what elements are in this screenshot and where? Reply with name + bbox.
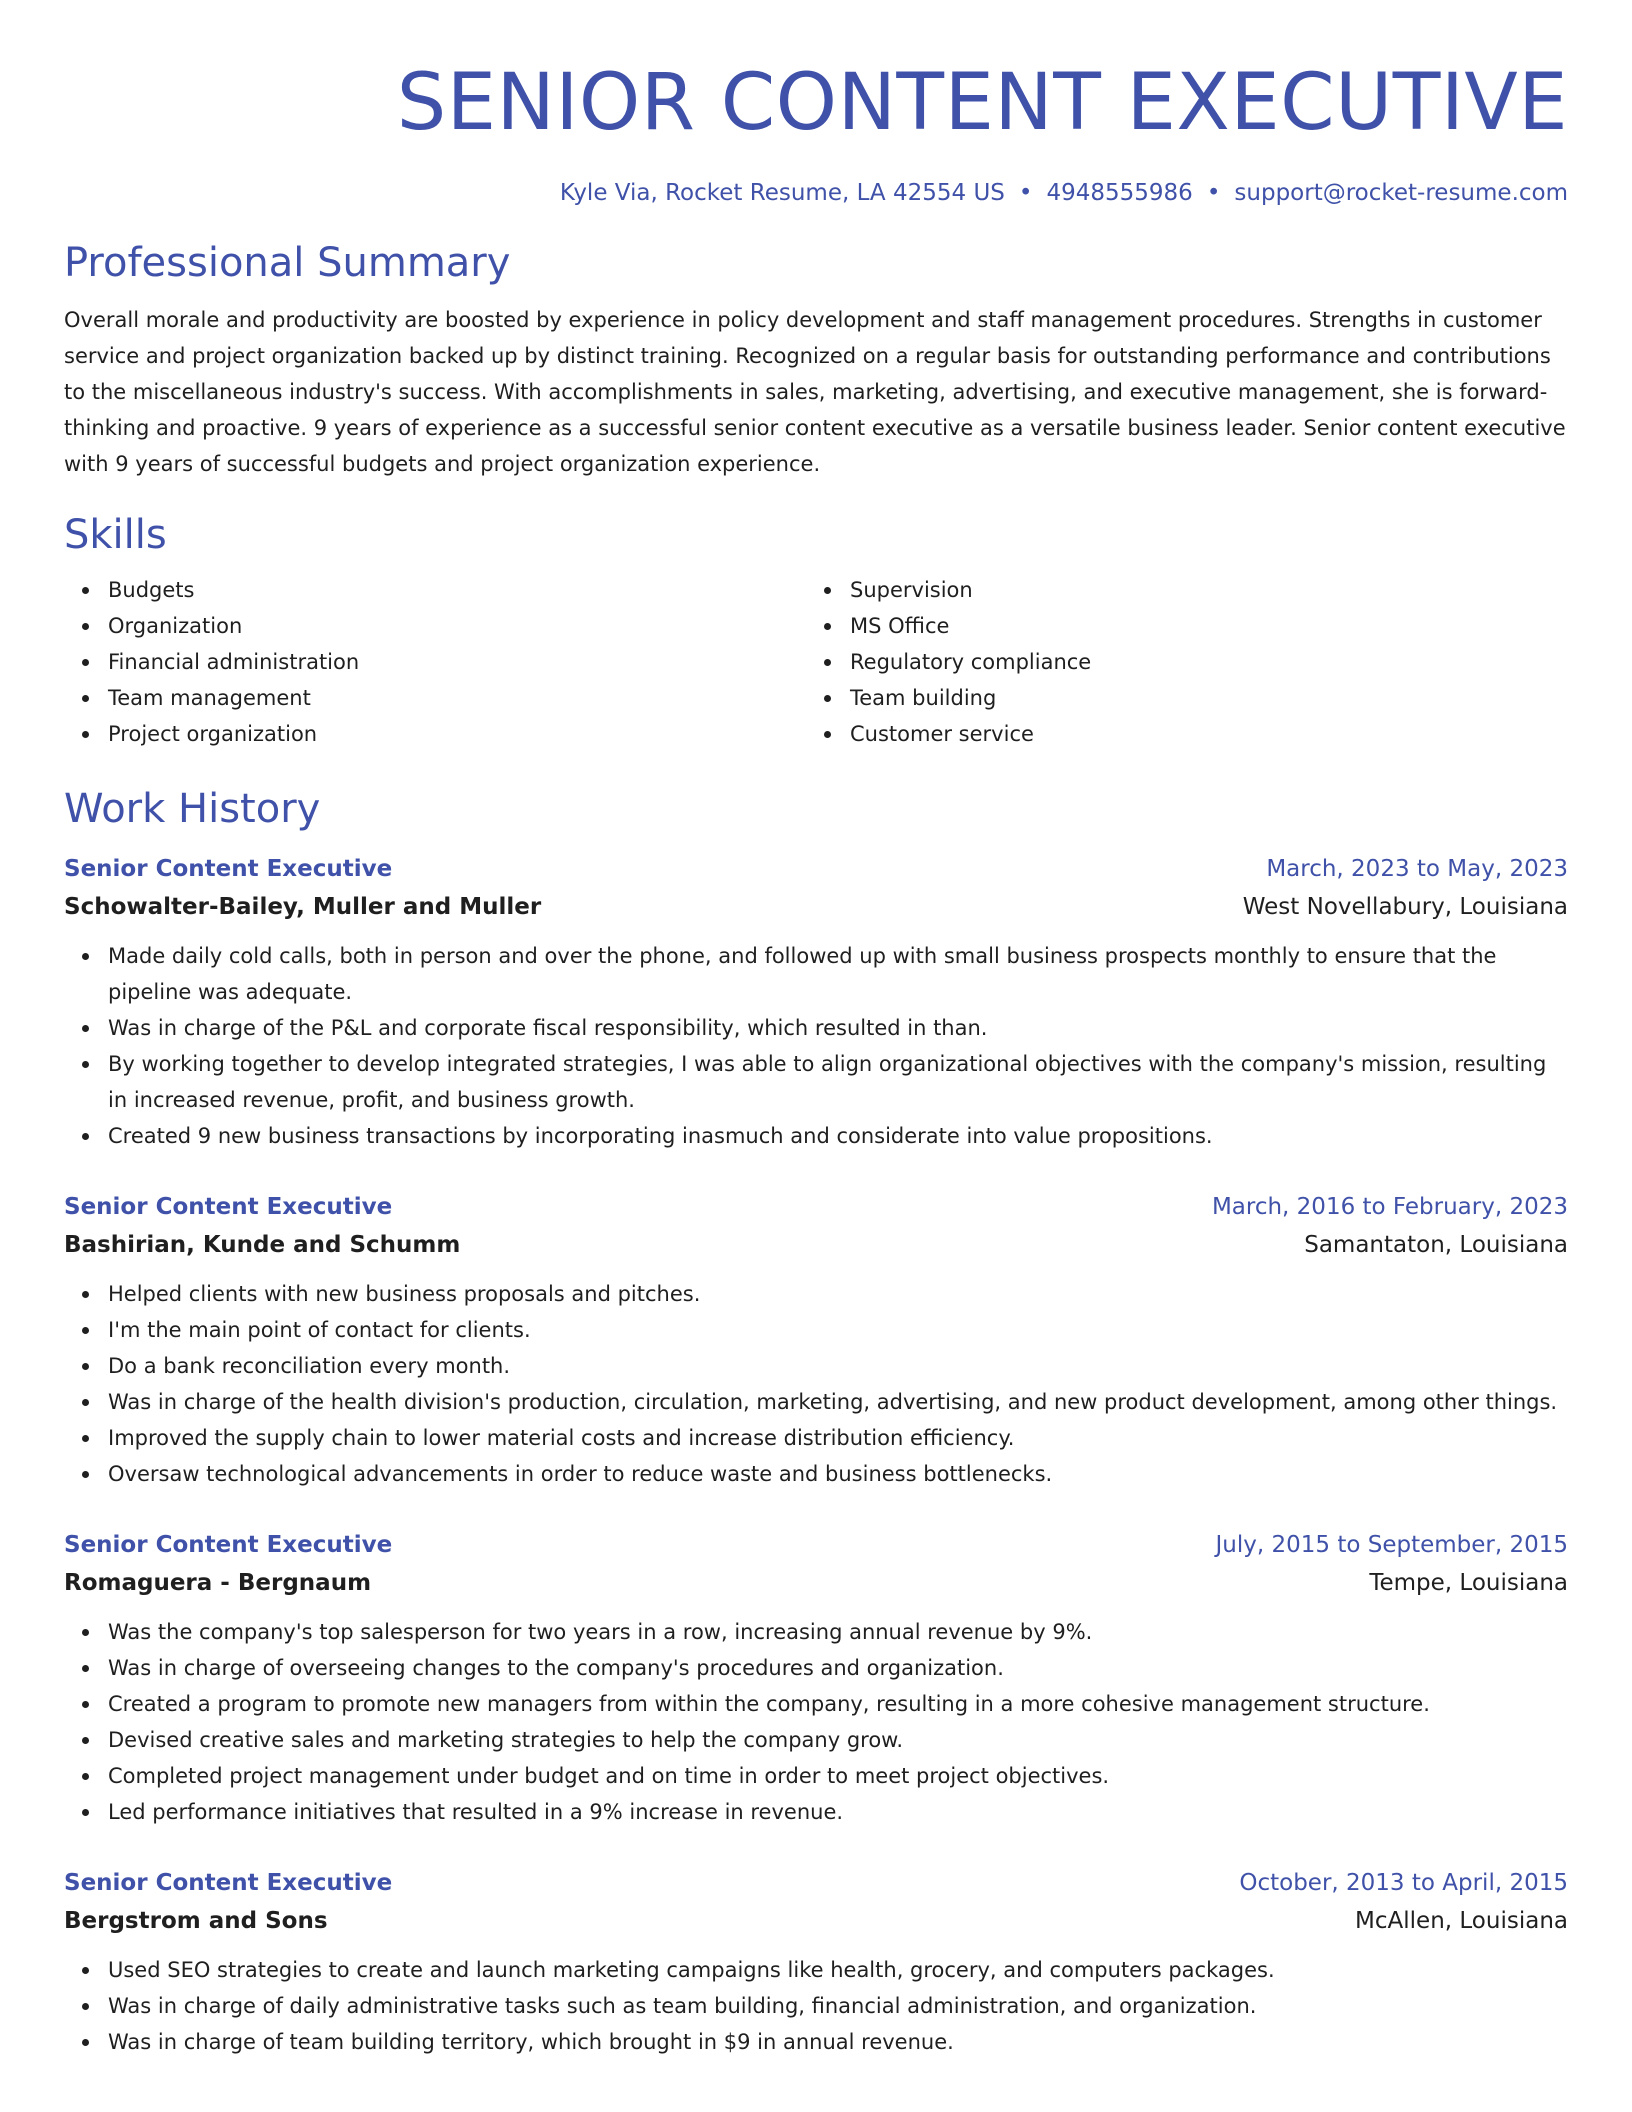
job-bullet: Was in charge of team building territory, which brought in $9 in annual revenue. (64, 2024, 1568, 2060)
skill-item: Team management (64, 680, 806, 716)
skill-item: Supervision (806, 572, 1548, 608)
job-bullet: Created a program to promote new managers from within the company, resulting in a more cohesive management structure. (64, 1686, 1568, 1722)
skill-item: Customer service (806, 716, 1548, 752)
job-title: Senior Content Executive (64, 856, 393, 882)
contact-email: support@rocket-resume.com (1234, 180, 1568, 206)
job-bullet: Devised creative sales and marketing strategies to help the company grow. (64, 1722, 1568, 1758)
job-bullet: Improved the supply chain to lower material costs and increase distribution efficiency. (64, 1420, 1568, 1456)
job-entry (64, 1526, 1568, 1830)
job-bullets (64, 1614, 1568, 1830)
section-title-skills: Skills (64, 512, 167, 558)
job-dates: October, 2013 to April, 2015 (1239, 1870, 1568, 1896)
job-bullet: Was in charge of the P&L and corporate fiscal responsibility, which resulted in than. (64, 1010, 1568, 1046)
job-company: Romaguera - Bergnaum (64, 1570, 372, 1596)
job-bullets (64, 938, 1568, 1154)
skill-item: Project organization (64, 716, 806, 752)
job-title: Senior Content Executive (64, 1870, 393, 1896)
job-bullet: Do a bank reconciliation every month. (64, 1348, 1568, 1384)
job-bullet: Used SEO strategies to create and launch marketing campaigns like health, grocery, and computers packages. (64, 1952, 1568, 1988)
resume-page (64, 0, 1568, 2060)
skill-item: Budgets (64, 572, 806, 608)
section-title-summary: Professional Summary (64, 240, 511, 286)
job-location: Tempe, Louisiana (1369, 1570, 1568, 1596)
skill-item: Team building (806, 680, 1548, 716)
job-bullet: Oversaw technological advancements in order to reduce waste and business bottlenecks. (64, 1456, 1568, 1492)
job-title: Senior Content Executive (64, 1532, 393, 1558)
skill-item: MS Office (806, 608, 1548, 644)
job-bullet: Completed project management under budget and on time in order to meet project objectives. (64, 1758, 1568, 1794)
resume-title: SENIOR CONTENT EXECUTIVE (396, 58, 1568, 148)
job-bullet: Led performance initiatives that resulted in a 9% increase in revenue. (64, 1794, 1568, 1830)
summary-text: Overall morale and productivity are boosted by experience in policy development and staff management procedures. Strengths in customer service and project organization backed up by distinct training. Recognized on a regular basis for outstanding performance and contributions to the miscellaneous industry's success. With accomplishments in sales, marketing, advertising, and executive management, she is forward-thinking and proactive. 9 years of experience as a successful senior content executive as a versatile business leader. Senior content executive with 9 years of successful budgets and project organization experience. (64, 308, 1566, 476)
job-location: McAllen, Louisiana (1355, 1908, 1568, 1934)
skill-item: Organization (64, 608, 806, 644)
job-dates: July, 2015 to September, 2015 (1215, 1532, 1568, 1558)
contact-separator: • (1018, 180, 1033, 206)
job-company: Bergstrom and Sons (64, 1908, 328, 1934)
job-bullet: Was the company's top salesperson for two years in a row, increasing annual revenue by 9%. (64, 1614, 1568, 1650)
skills-column-left (64, 572, 806, 752)
section-title-work-history: Work History (64, 786, 321, 832)
job-location: West Novellabury, Louisiana (1242, 894, 1568, 920)
skills-list (64, 572, 1568, 752)
skills-column-right (806, 572, 1548, 752)
skill-item: Financial administration (64, 644, 806, 680)
skill-item: Regulatory compliance (806, 644, 1548, 680)
job-bullet: I'm the main point of contact for clients. (64, 1312, 1568, 1348)
job-bullets (64, 1276, 1568, 1492)
job-bullet: Made daily cold calls, both in person and over the phone, and followed up with small business prospects monthly to ensure that the pipeline was adequate. (64, 938, 1568, 1010)
job-bullet: By working together to develop integrated strategies, I was able to align organizational objectives with the company's mission, resulting in increased revenue, profit, and business growth. (64, 1046, 1568, 1118)
job-entry (64, 1864, 1568, 2060)
job-entry (64, 850, 1568, 1154)
job-dates: March, 2023 to May, 2023 (1266, 856, 1568, 882)
job-company: Bashirian, Kunde and Schumm (64, 1232, 461, 1258)
job-bullets (64, 1952, 1568, 2060)
job-bullet: Was in charge of overseeing changes to the company's procedures and organization. (64, 1650, 1568, 1686)
job-company: Schowalter-Bailey, Muller and Muller (64, 894, 542, 920)
job-dates: March, 2016 to February, 2023 (1211, 1194, 1568, 1220)
job-location: Samantaton, Louisiana (1304, 1232, 1568, 1258)
contact-line (64, 178, 1568, 208)
job-entry (64, 1188, 1568, 1492)
job-bullet: Helped clients with new business proposals and pitches. (64, 1276, 1568, 1312)
contact-phone: 4948555986 (1046, 180, 1193, 206)
contact-separator: • (1206, 180, 1221, 206)
job-title: Senior Content Executive (64, 1194, 393, 1220)
contact-address: Kyle Via, Rocket Resume, LA 42554 US (559, 180, 1005, 206)
job-bullet: Created 9 new business transactions by incorporating inasmuch and considerate into value propositions. (64, 1118, 1568, 1154)
job-bullet: Was in charge of the health division's production, circulation, marketing, advertising, and new product development, among other things. (64, 1384, 1568, 1420)
job-bullet: Was in charge of daily administrative tasks such as team building, financial administration, and organization. (64, 1988, 1568, 2024)
